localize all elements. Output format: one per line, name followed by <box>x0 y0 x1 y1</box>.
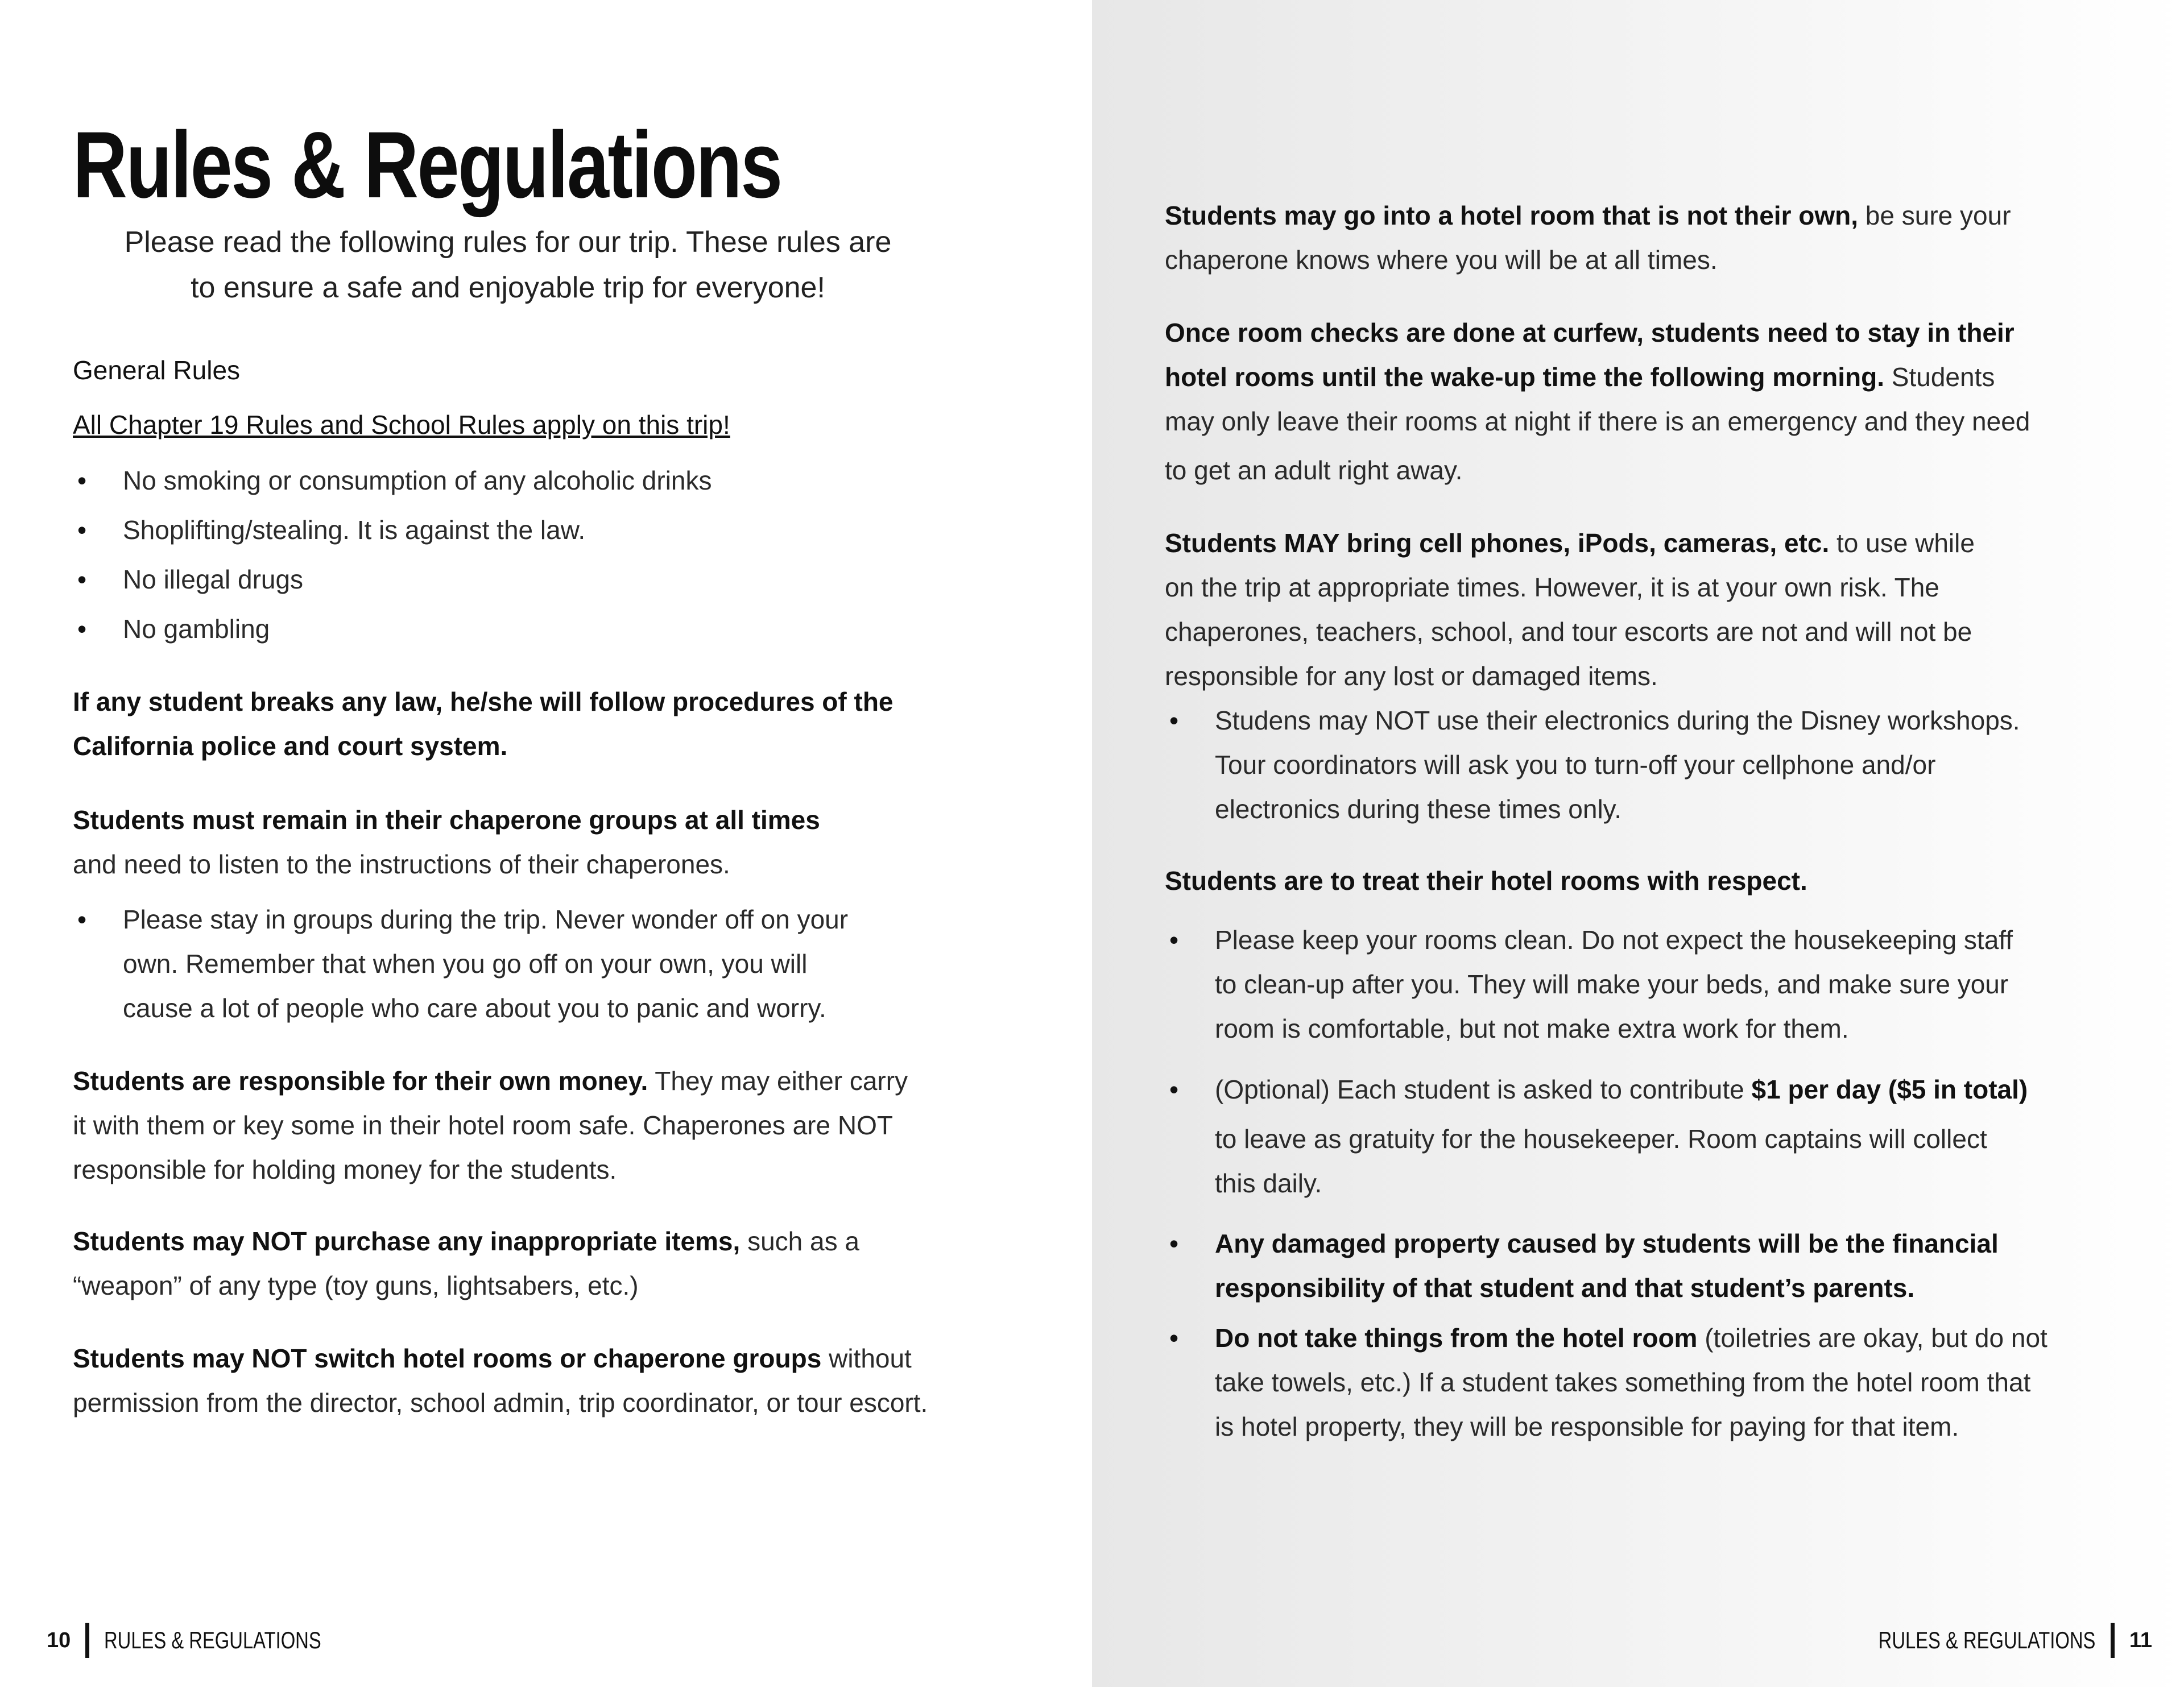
bullet-icon: • <box>77 565 87 594</box>
page-number: 10 <box>47 1628 71 1652</box>
footer-left <box>47 1622 383 1659</box>
switch-section <box>73 1336 1028 1425</box>
list-item: • Do not take things from the hotel room (toiletries are okay, but do not take towels, etc.) If a student takes something from the hotel room that is hotel property, they will be responsible for paying for that item. <box>1165 1316 2132 1449</box>
electronics-line: on the trip at appropriate times. However, it is at your own risk. The <box>1165 573 1939 602</box>
general-rules-list-block <box>73 458 1028 651</box>
curfew-line: to get an adult right away. <box>1165 455 1463 485</box>
switch-line: permission from the director, school admin, trip coordinator, or tour escort. <box>73 1388 928 1417</box>
purchase-rule: Students may NOT purchase any inappropriate items, such as a <box>73 1226 859 1256</box>
purchase-section <box>73 1219 1028 1308</box>
bullet-icon: • <box>77 515 87 545</box>
groups-bullet-block <box>73 897 1028 1030</box>
chapter-rules-section <box>73 403 1028 447</box>
footer-section-label: RULES & REGULATIONS <box>1879 1627 2096 1653</box>
list-item: • Please stay in groups during the trip. Never wonder off on your own. Remember that when you go off on your own, you will cause a lot of people who care about you to panic and worry. <box>73 897 1028 1030</box>
bullet-icon: • <box>77 905 87 934</box>
bullet-icon: • <box>1169 706 1179 735</box>
room-visit-section <box>1165 193 2132 282</box>
electronics-rule: Students MAY bring cell phones, iPods, cameras, etc. to use while <box>1165 528 1975 558</box>
bullet-icon: • <box>1169 1075 1179 1104</box>
curfew-section <box>1165 310 2132 492</box>
money-line: it with them or key some in their hotel room safe. Chaperones are NOT <box>73 1110 893 1140</box>
law-line: If any student breaks any law, he/she will follow procedures of the <box>73 687 894 716</box>
hotel-room-list-block <box>1165 918 2132 1449</box>
respect-heading: Students are to treat their hotel rooms with respect. <box>1165 866 1807 896</box>
intro-line: Please read the following rules for our trip. These rules are <box>124 226 892 259</box>
room-visit-line: chaperone knows where you will be at all times. <box>1165 245 1718 275</box>
list-item: • No gambling <box>73 607 1028 651</box>
list-item: • (Optional) Each student is asked to contribute $1 per day ($5 in total) to leave as gratuity for the housekeeper. Room captains will collect this daily. <box>1165 1067 2132 1205</box>
money-rule: Students are responsible for their own money. They may either carry <box>73 1066 908 1096</box>
chapter-rules-notice: All Chapter 19 Rules and School Rules apply on this trip! <box>73 410 730 440</box>
groups-section <box>73 798 1028 886</box>
purchase-line: “weapon” of any type (toy guns, lightsabers, etc.) <box>73 1271 639 1300</box>
intro-text <box>73 219 943 310</box>
list-item: • Any damaged property caused by students will be the financial responsibility of that student and that student’s parents. <box>1165 1221 2132 1310</box>
law-section <box>73 679 1028 768</box>
bullet-icon: • <box>77 466 87 495</box>
list-item: • No smoking or consumption of any alcoholic drinks <box>73 458 1028 503</box>
general-rules-heading: General Rules <box>73 355 241 385</box>
electronics-line: chaperones, teachers, school, and tour escorts are not and will not be <box>1165 617 1972 646</box>
right-page <box>1092 0 2184 1687</box>
curfew-line: Once room checks are done at curfew, students need to stay in their <box>1165 318 2015 347</box>
footer-divider <box>2111 1623 2115 1658</box>
bullet-icon: • <box>77 614 87 644</box>
bullet-icon: • <box>1169 1323 1179 1353</box>
page-title: Rules & Regulations <box>73 113 781 218</box>
list-item: • Studens may NOT use their electronics during the Disney workshops. Tour coordinators will ask you to turn-off your cellphone and/or electronics during these times only. <box>1165 698 2132 831</box>
footer-divider <box>85 1623 89 1658</box>
footer-right <box>1817 1622 2152 1659</box>
electronics-section <box>1165 521 2132 831</box>
room-visit-rule: Students may go into a hotel room that is not their own, be sure your <box>1165 201 2011 230</box>
electronics-list <box>1165 698 2132 831</box>
list-item: • Please keep your rooms clean. Do not expect the housekeeping staff to clean-up after you. They will make your beds, and make sure your room is comfortable, but not make extra work for them. <box>1165 918 2132 1051</box>
list-item: • No illegal drugs <box>73 557 1028 602</box>
list-item: • Shoplifting/stealing. It is against the law. <box>73 508 1028 552</box>
electronics-line: responsible for any lost or damaged items. <box>1165 661 1658 691</box>
hotel-room-list <box>1165 918 2132 1449</box>
bullet-icon: • <box>1169 925 1179 955</box>
groups-list <box>73 897 1028 1030</box>
bullet-icon: • <box>1169 1229 1179 1258</box>
general-rules-list <box>73 458 1028 651</box>
curfew-line: may only leave their rooms at night if there is an emergency and they need <box>1165 407 2030 436</box>
page-number: 11 <box>2129 1628 2152 1652</box>
respect-section <box>1165 859 2132 903</box>
general-rules-section <box>73 348 1028 392</box>
money-line: responsible for holding money for the students. <box>73 1155 617 1184</box>
footer-section-label: RULES & REGULATIONS <box>104 1627 321 1653</box>
groups-rule-text: and need to listen to the instructions of their chaperones. <box>73 849 730 879</box>
curfew-line: hotel rooms until the wake-up time the following morning. Students <box>1165 362 1995 392</box>
intro-line: to ensure a safe and enjoyable trip for everyone! <box>191 271 825 304</box>
switch-rule: Students may NOT switch hotel rooms or chaperone groups without <box>73 1344 912 1373</box>
money-section <box>73 1059 1028 1192</box>
law-line: California police and court system. <box>73 731 508 761</box>
groups-rule-bold: Students must remain in their chaperone groups at all times <box>73 805 820 835</box>
